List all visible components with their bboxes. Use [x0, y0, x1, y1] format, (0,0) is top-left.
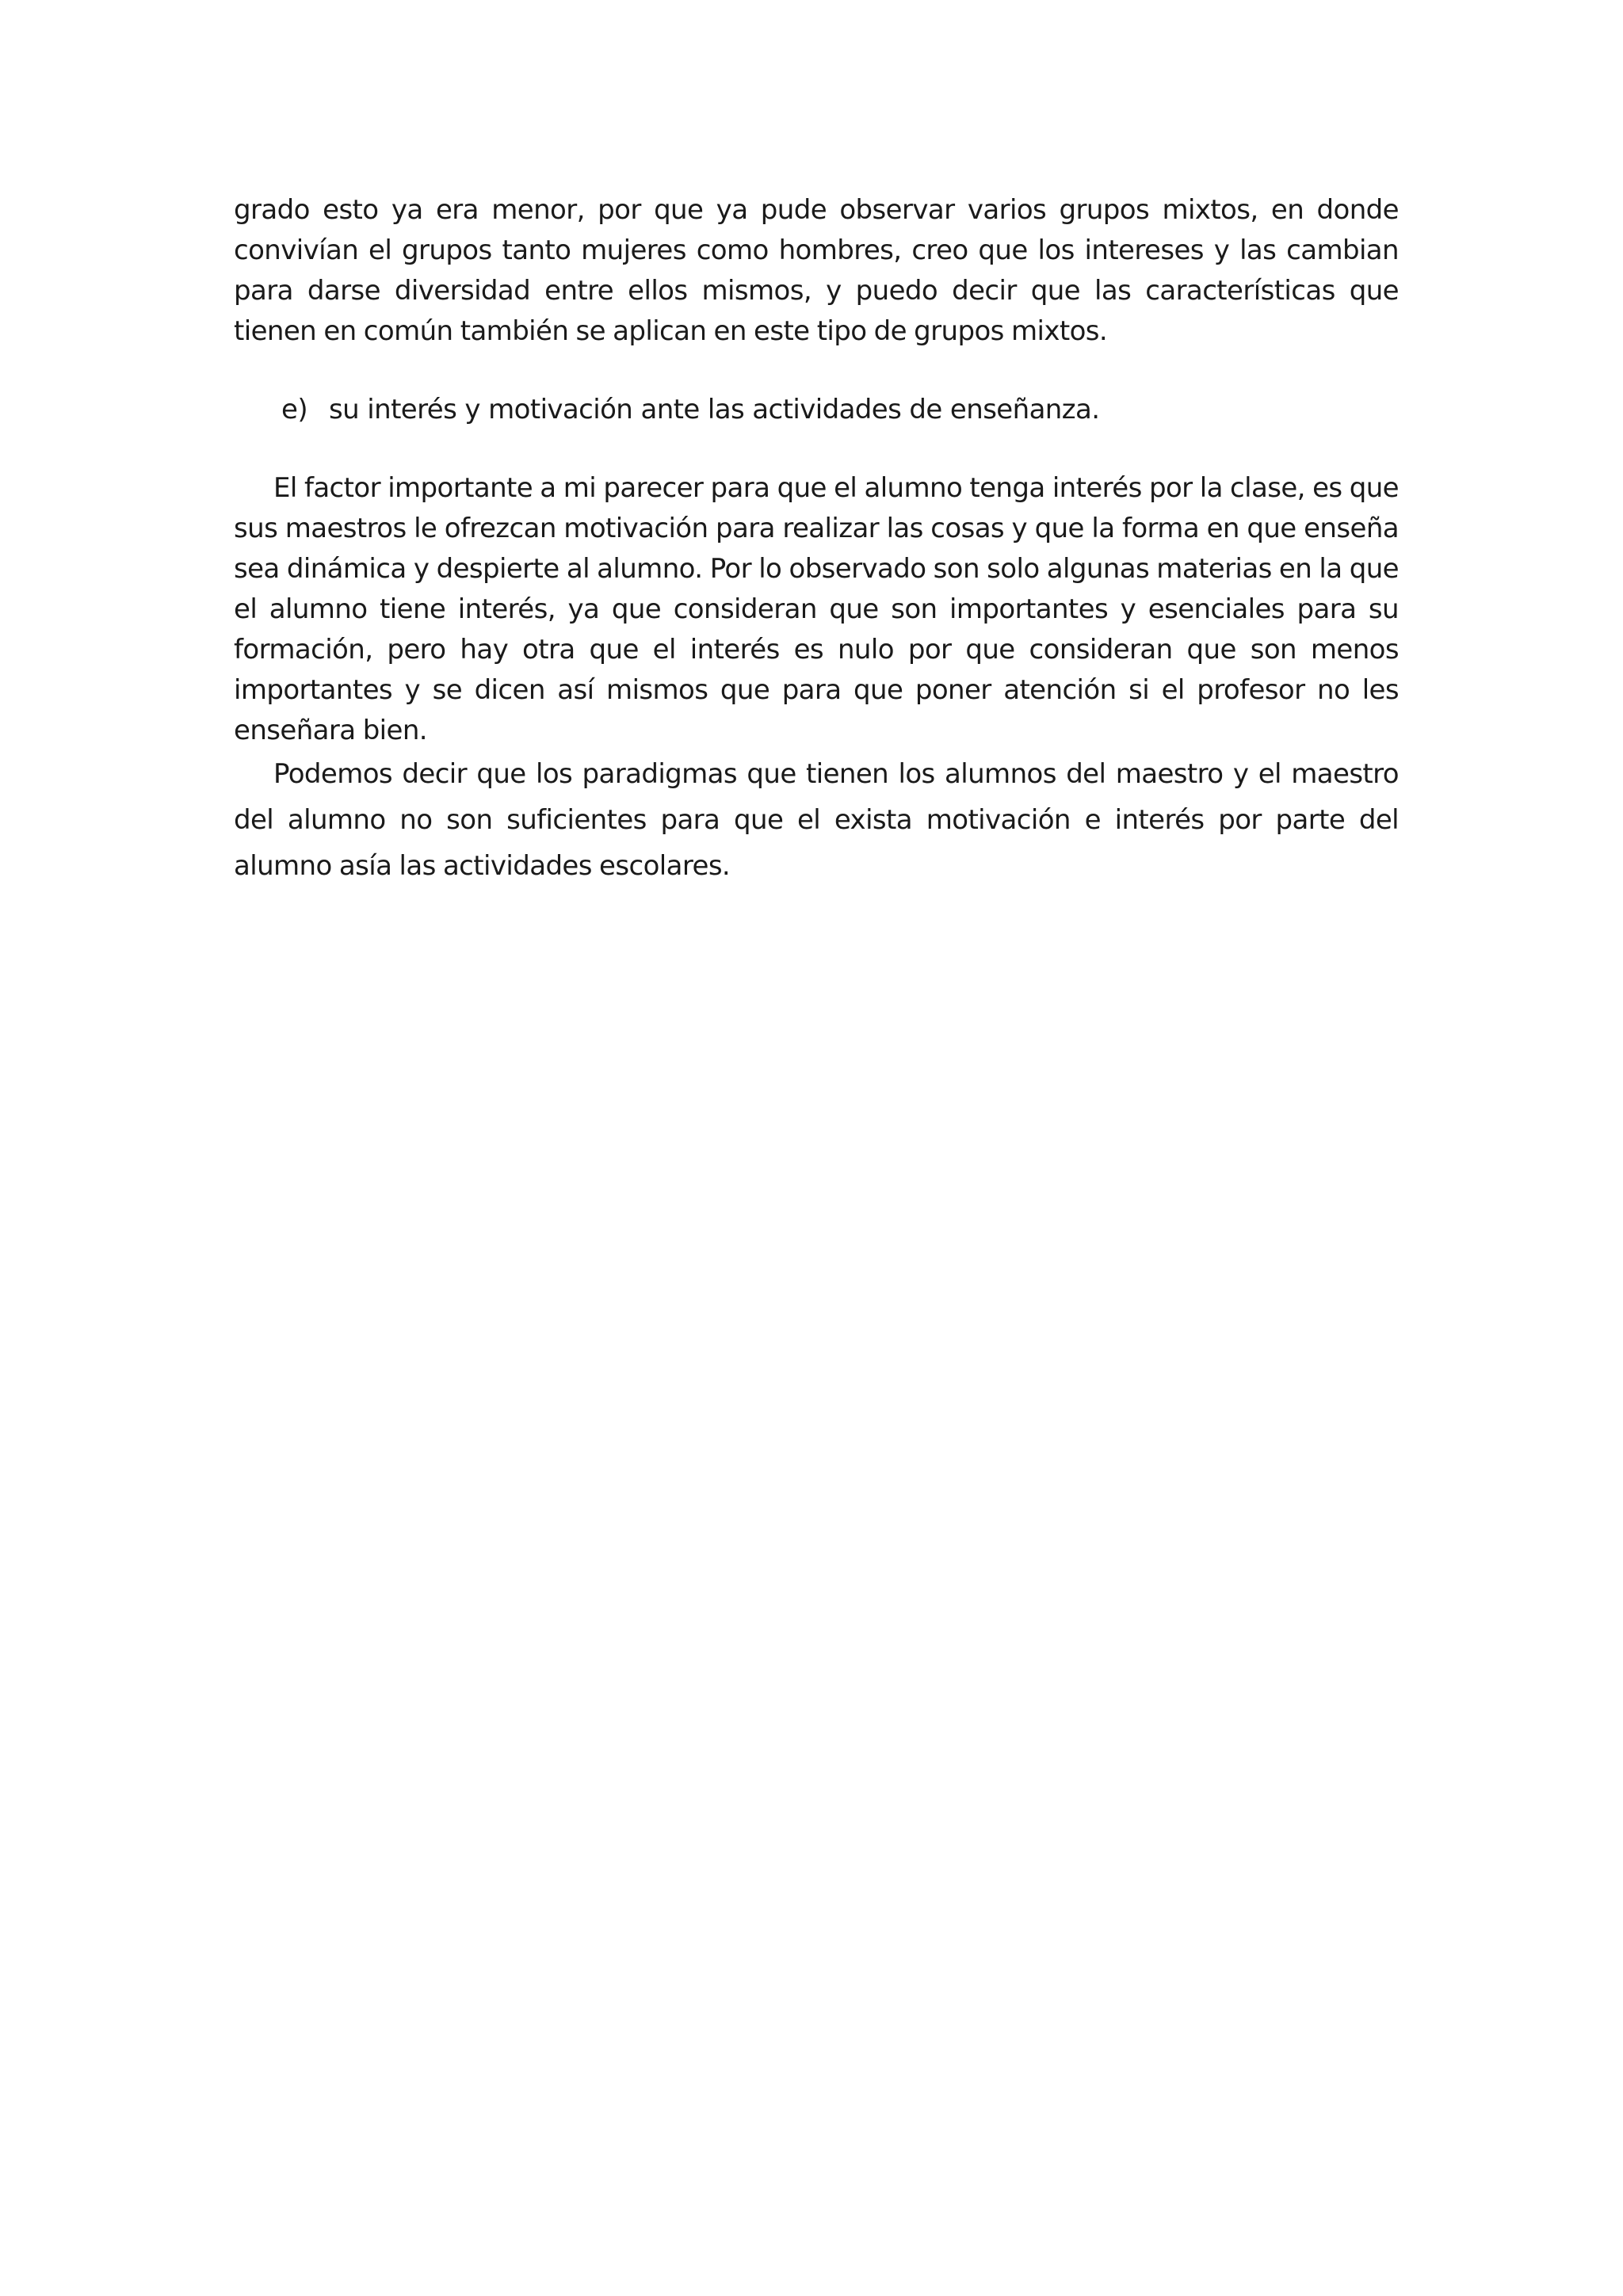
paragraph-1: grado esto ya era menor, por que ya pude observar varios grupos mixtos, en donde convivían el grupos tanto mujeres como hombres, creo que los intereses y las cambian para darse diversidad entre ellos mismos, y puedo decir que las características que tienen en común también se aplican en este tipo de grupos mixtos. — [234, 194, 1399, 347]
paragraph-2: El factor importante a mi parecer para que el alumno tenga interés por la clase, es que sus maestros le ofrezcan motivación para realizar las cosas y que la forma en que enseña sea dinámica y despierte al alumno. Por lo observado son solo algunas materias en la que el alumno tiene interés, ya que consideran que son importantes y esenciales para su formación, pero hay otra que el interés es nulo por que consideran que son menos importantes y se dicen así mismos que para que poner atención si el profesor no les enseñara bien. — [234, 472, 1399, 746]
list-item-text: su interés y motivación ante las actividades de enseñanza. — [329, 394, 1100, 425]
list-item-marker: e) — [281, 394, 307, 425]
list-item-e — [281, 390, 1399, 430]
document-body — [234, 190, 1399, 889]
paragraph-3: Podemos decir que los paradigmas que tienen los alumnos del maestro y el maestro del alumno no son suficientes para que el exista motivación e interés por parte del alumno asía las actividades escolares. — [234, 758, 1399, 882]
